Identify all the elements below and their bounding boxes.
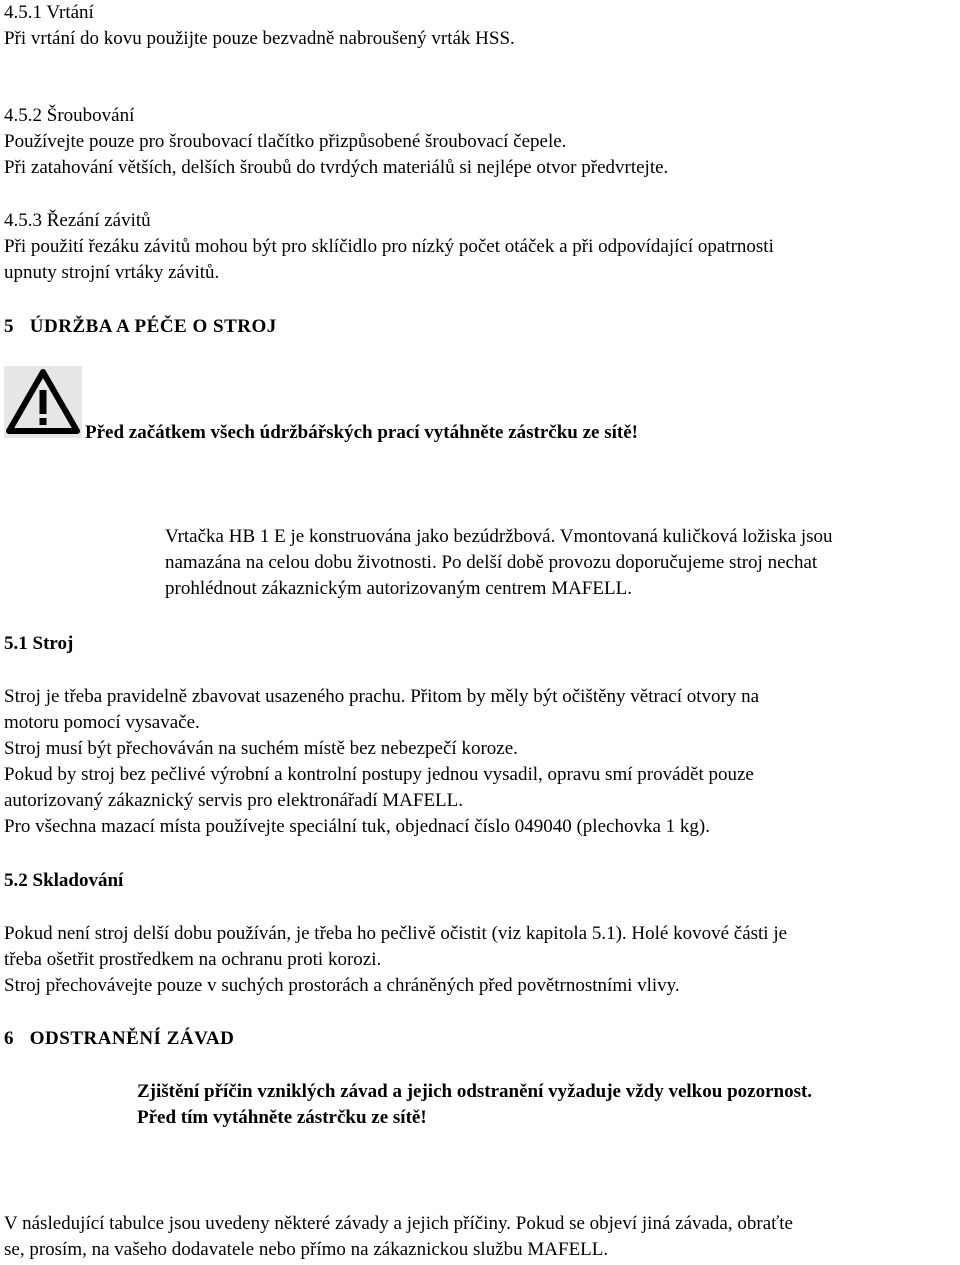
paragraph-line: Používejte pouze pro šroubovací tlačítko přizpůsobené šroubovací čepele. bbox=[4, 131, 567, 152]
paragraph-line: prohlédnout zákaznickým autorizovaným centrem MAFELL. bbox=[165, 578, 632, 599]
paragraph-line: Stroj musí být přechováván na suchém místě bez nebezpečí koroze. bbox=[4, 738, 518, 759]
paragraph-line: namazána na celou dobu životnosti. Po delší době provozu doporučujeme stroj nechat bbox=[165, 552, 818, 573]
section-5-1 bbox=[4, 684, 759, 840]
chapter-6-warning bbox=[137, 1079, 812, 1131]
section-4-5-1 bbox=[4, 0, 515, 52]
paragraph-line: Při zatahování větších, delších šroubů do tvrdých materiálů si nejlépe otvor předvrtejte. bbox=[4, 157, 669, 178]
warning-line: Před tím vytáhněte zástrčku ze sítě! bbox=[137, 1107, 427, 1128]
section-5-1-title: 5.1 Stroj bbox=[4, 633, 74, 654]
warning-line: Zjištění příčin vzniklých závad a jejich odstranění vyžaduje vždy velkou pozornost. bbox=[137, 1081, 813, 1102]
paragraph-line: V následující tabulce jsou uvedeny některé závady a jejich příčiny. Pokud se objeví jiná závada, obraťte bbox=[4, 1213, 793, 1234]
paragraph-line: třeba ošetřit prostředkem na ochranu proti korozi. bbox=[4, 949, 382, 970]
section-4-5-2 bbox=[4, 103, 668, 181]
paragraph-line: Pro všechna mazací místa používejte speciální tuk, objednací číslo 049040 (plechovka 1 kg). bbox=[4, 816, 710, 837]
section-4-5-3 bbox=[4, 208, 774, 286]
paragraph-line: Pokud není stroj delší dobu používán, je třeba ho pečlivě očistit (viz kapitola 5.1). Holé kovové části je bbox=[4, 923, 788, 944]
paragraph-line: Stroj je třeba pravidelně zbavovat usazeného prachu. Přitom by měly být očištěny větrací otvory na bbox=[4, 686, 760, 707]
paragraph-line: Při použití řezáku závitů mohou být pro sklíčidlo pro nízký počet otáček a při odpovídající opatrnosti bbox=[4, 236, 774, 257]
paragraph-line: upnuty strojní vrtáky závitů. bbox=[4, 262, 220, 283]
paragraph-line: Pokud by stroj bez pečlivé výrobní a kontrolní postupy jednou vysadil, opravu smí provádět pouze bbox=[4, 764, 754, 785]
chapter-5-heading: 5 ÚDRŽBA A PÉČE O STROJ bbox=[4, 316, 277, 337]
paragraph-line: motoru pomocí vysavače. bbox=[4, 712, 200, 733]
paragraph-line: Při vrtání do kovu použijte pouze bezvadně nabroušený vrták HSS. bbox=[4, 28, 515, 49]
paragraph-line: Vrtačka HB 1 E je konstruována jako bezúdržbová. Vmontovaná kuličková ložiska jsou bbox=[165, 526, 833, 547]
section-title: 4.5.2 Šroubování bbox=[4, 105, 135, 126]
section-5-2-title: 5.2 Skladování bbox=[4, 870, 124, 891]
section-title: 4.5.3 Řezání závitů bbox=[4, 210, 151, 231]
chapter-6-heading: 6 ODSTRANĚNÍ ZÁVAD bbox=[4, 1028, 235, 1049]
chapter-6-intro bbox=[4, 1211, 793, 1263]
warning-triangle-icon bbox=[4, 366, 82, 438]
paragraph-line: Stroj přechovávejte pouze v suchých prostorách a chráněných před povětrnostními vlivy. bbox=[4, 975, 680, 996]
paragraph-line: se, prosím, na vašeho dodavatele nebo přímo na zákaznickou službu MAFELL. bbox=[4, 1239, 609, 1260]
warning-text: Před začátkem všech údržbářských prací vytáhněte zástrčku ze sítě! bbox=[85, 422, 638, 443]
section-5-2 bbox=[4, 921, 787, 999]
maintenance-intro bbox=[165, 524, 833, 602]
paragraph-line: autorizovaný zákaznický servis pro elektronářadí MAFELL. bbox=[4, 790, 464, 811]
section-title: 4.5.1 Vrtání bbox=[4, 2, 94, 23]
